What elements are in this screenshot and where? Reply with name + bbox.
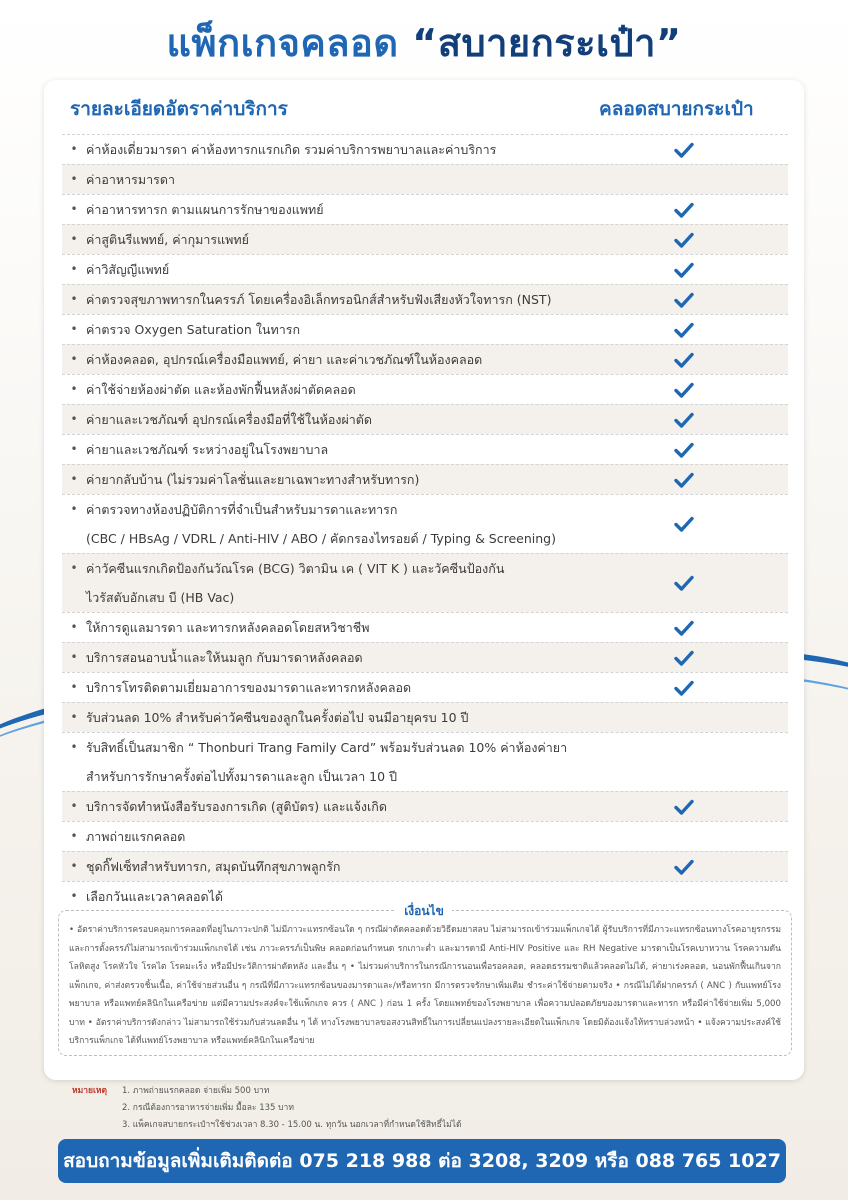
check-icon	[674, 574, 694, 592]
service-description	[86, 822, 788, 851]
service-row	[62, 851, 788, 881]
service-line: รับส่วนลด 10% สำหรับค่าวัคซีนของลูกในครั้งต่อไป จนมีอายุครบ 10 ปี	[86, 710, 469, 725]
service-row	[62, 314, 788, 344]
service-line: ค่าใช้จ่ายห้องผ่าตัด และห้องพักฟื้นหลังผ่าตัดคลอด	[86, 382, 356, 397]
service-line: เลือกวันและเวลาคลอดได้	[86, 889, 224, 904]
service-row	[62, 791, 788, 821]
service-row	[62, 702, 788, 732]
conditions-title: เงื่อนไข	[396, 904, 452, 918]
bullet-icon: •	[70, 829, 78, 843]
service-row	[62, 374, 788, 404]
service-line: บริการโทรติดตามเยี่ยมอาการของมารดาและทารกหลังคลอด	[86, 680, 412, 695]
service-line: ค่ายาและเวชภัณฑ์ อุปกรณ์เครื่องมือที่ใช้ในห้องผ่าตัด	[86, 412, 373, 427]
remark-item: 3. แพ็คเกจสบายกระเป๋าฯใช้ช่วงเวลา 8.30 - 15.00 น. ทุกวัน นอกเวลาที่กำหนดใช้สิทธิ์ไม่ได้	[122, 1120, 462, 1130]
service-row	[62, 464, 788, 494]
bullet-icon: •	[70, 262, 78, 276]
check-icon	[674, 619, 694, 637]
bullet-icon: •	[70, 322, 78, 336]
remark-item: 1. ภาพถ่ายแรกคลอด จ่ายเพิ่ม 500 บาท	[122, 1086, 270, 1096]
bullet-icon: •	[70, 352, 78, 366]
check-icon	[674, 858, 694, 876]
service-row	[62, 404, 788, 434]
bullet-icon: •	[70, 889, 78, 903]
conditions-text: • อัตราค่าบริการครอบคลุมการคลอดที่อยู่ในภาวะปกติ ไม่มีภาวะแทรกซ้อนใด ๆ กรณีผ่าตัดคลอดด้วยวิธีดมยาสลบ ไม่สามารถเข้าร่วมแพ็กเกจได้ ผู้รับบริการที่มีภาวะแทรกซ้อนทางโรคอายุรกรรม และการตั้งครรภ์ไม่สามารถเข้าร่วมแพ็กเกจได้ เช่น ภาวะครรภ์เป็นพิษ คลอดก่อนกำหนด รกเกาะต่ำ และมารดามี Anti-HIV Positive และ RH Negative มารดาเป็นโรคเบาหวาน โรคความดันโลหิตสูง โรคหัวใจ โรคไต โรคมะเร็ง หรือมีประวัติการผ่าตัดหลัง และอื่น ๆ • ไม่รวมค่าบริการในกรณีการนอนเพื่อรอคลอด, คลอดธรรมชาติแล้วคลอดไม่ได้, ค่ายาเร่งคลอด, นอนพักฟื้นเกินจากแพ็กเกจ, ค่าส่งตรวจชิ้นเนื้อ, ค่าใช้จ่ายส่วนอื่น ๆ กรณีที่มีภาวะแทรกซ้อนของมารดาและ/หรือทารก มีการตรวจรักษาเพิ่มเติม ชำระค่าใช้จ่ายตามจริง • กรณีไม่ได้ฝากครรภ์ ( ANC ) กับแพทย์โรงพยาบาล หรือแพทย์คลินิกในเครือข่าย แต่มีความประสงค์จะใช้แพ็กเกจ ควร ( ANC ) ก่อน 1 ครั้ง โดยแพทย์ของโรงพยาบาล เพื่อความปลอดภัยของมารดาและทารก หรือมีค่าใช้จ่ายเพิ่ม 5,000 บาท • อัตราค่าบริการดังกล่าว ไม่สามารถใช้ร่วมกับส่วนลดอื่น ๆ ได้ ทางโรงพยาบาลขอสงวนสิทธิ์ในการเปลี่ยนแปลงรายละเอียดในแพ็กเกจ โดยมิต้องแจ้งให้ทราบล่วงหน้า • แจ้งความประสงค์ใช้บริการแพ็กเกจ ได้ที่แพทย์โรงพยาบาล หรือแพทย์คลินิกในเครือข่าย	[69, 925, 781, 1046]
service-line: ค่าวิสัญญีแพทย์	[86, 262, 170, 277]
bullet-icon: •	[70, 859, 78, 873]
service-line: ค่าห้องเดี่ยวมารดา ค่าห้องทารกแรกเกิด รวมค่าบริการพยาบาลและค่าบริการ	[86, 142, 497, 157]
bullet-icon: •	[70, 442, 78, 456]
service-line: ค่าอาหารมารดา	[86, 172, 175, 187]
bullet-icon: •	[70, 650, 78, 664]
bullet-icon: •	[70, 799, 78, 813]
check-icon	[674, 381, 694, 399]
service-line: ค่ายากลับบ้าน (ไม่รวมค่าโลชั่นและยาเฉพาะทางสำหรับทารก)	[86, 472, 420, 487]
service-line: บริการจัดทำหนังสือรับรองการเกิด (สูติบัตร) และแจ้งเกิด	[86, 799, 387, 814]
bullet-icon: •	[70, 740, 78, 754]
service-line: ค่าตรวจสุขภาพทารกในครรภ์ โดยเครื่องอิเล็กทรอนิกส์สำหรับฟังเสียงหัวใจทารก (NST)	[86, 292, 552, 307]
remarks-label: หมายเหตุ	[72, 1086, 107, 1096]
service-line: บริการสอนอาบน้ำและให้นมลูก กับมารดาหลังคลอด	[86, 650, 363, 665]
service-line: ค่าตรวจ Oxygen Saturation ในทารก	[86, 322, 301, 337]
service-line: ค่าห้องคลอด, อุปกรณ์เครื่องมือแพทย์, ค่ายา และค่าเวชภัณฑ์ในห้องคลอด	[86, 352, 483, 367]
check-icon	[674, 679, 694, 697]
remark-item: 2. กรณีต้องการอาหารจ่ายเพิ่ม มื้อละ 135 บาท	[122, 1103, 294, 1113]
remarks-list	[122, 1083, 461, 1134]
bullet-icon: •	[70, 232, 78, 246]
bullet-icon: •	[70, 680, 78, 694]
service-line: สำหรับการรักษาครั้งต่อไปทั้งมารดาและลูก เป็นเวลา 10 ปี	[86, 769, 397, 784]
check-icon	[674, 649, 694, 667]
service-line: ค่าตรวจทางห้องปฏิบัติการที่จำเป็นสำหรับมารดาและทารก	[86, 502, 398, 517]
service-row	[62, 672, 788, 702]
details-column-header: รายละเอียดอัตราค่าบริการ	[70, 98, 288, 120]
package-details-card	[44, 80, 804, 1080]
check-icon	[674, 291, 694, 309]
check-icon	[674, 441, 694, 459]
service-row	[62, 553, 788, 612]
bullet-icon: •	[70, 382, 78, 396]
contact-text: สอบถามข้อมูลเพิ่มเติมติดต่อ 075 218 988 ต่อ 3208, 3209 หรือ 088 765 1027	[63, 1150, 781, 1172]
service-description	[86, 703, 788, 732]
conditions-box	[58, 910, 792, 1056]
service-row	[62, 164, 788, 194]
bullet-icon: •	[70, 142, 78, 156]
check-icon	[674, 351, 694, 369]
service-line: ภาพถ่ายแรกคลอด	[86, 829, 186, 844]
service-row	[62, 732, 788, 791]
bullet-icon: •	[70, 292, 78, 306]
bullet-icon: •	[70, 172, 78, 186]
bullet-icon: •	[70, 202, 78, 216]
service-description	[86, 733, 788, 791]
service-line: ให้การดูแลมารดา และทารกหลังคลอดโดยสหวิชาชีพ	[86, 620, 370, 635]
service-row	[62, 284, 788, 314]
service-line: ค่าอาหารทารก ตามแผนการรักษาของแพทย์	[86, 202, 324, 217]
bullet-icon: •	[70, 561, 78, 575]
service-line: รับสิทธิ์เป็นสมาชิก “ Thonburi Trang Family Card” พร้อมรับส่วนลด 10% ค่าห้องค่ายา	[86, 740, 568, 755]
service-row	[62, 642, 788, 672]
service-row	[62, 612, 788, 642]
service-row	[62, 434, 788, 464]
service-row	[62, 194, 788, 224]
check-icon	[674, 321, 694, 339]
check-icon	[674, 261, 694, 279]
check-icon	[674, 141, 694, 159]
service-row	[62, 344, 788, 374]
bullet-icon: •	[70, 620, 78, 634]
conditions-title-wrap	[44, 902, 804, 921]
service-row	[62, 134, 788, 164]
check-icon	[674, 515, 694, 533]
title-prefix: แพ็กเกจคลอด	[166, 21, 399, 65]
service-line: ค่าวัคซีนแรกเกิดป้องกันวัณโรค (BCG) วิตามิน เค ( VIT K ) และวัคซีนป้องกัน	[86, 561, 505, 576]
check-icon	[674, 471, 694, 489]
check-icon	[674, 411, 694, 429]
service-line: ชุดกิ๊ฟเซ็ทสำหรับทารก, สมุดบันทึกสุขภาพลูกรัก	[86, 859, 341, 874]
bullet-icon: •	[70, 412, 78, 426]
service-row	[62, 224, 788, 254]
check-icon	[674, 798, 694, 816]
bullet-icon: •	[70, 710, 78, 724]
page-title	[0, 12, 848, 73]
service-description	[86, 165, 788, 194]
service-line: ค่าสูตินรีแพทย์, ค่ากุมารแพทย์	[86, 232, 249, 247]
service-line: (CBC / HBsAg / VDRL / Anti-HIV / ABO / คัดกรองไทรอยด์ / Typing & Screening)	[86, 531, 556, 546]
bullet-icon: •	[70, 472, 78, 486]
service-list	[62, 134, 788, 911]
service-row	[62, 254, 788, 284]
service-row	[62, 494, 788, 553]
check-icon	[674, 231, 694, 249]
check-icon	[674, 201, 694, 219]
contact-banner	[58, 1139, 786, 1183]
service-row	[62, 821, 788, 851]
title-package-name: “สบายกระเป๋า”	[412, 21, 682, 65]
package-column-header: คลอดสบายกระเป๋า	[599, 98, 754, 120]
service-line: ไวรัสตับอักเสบ บี (HB Vac)	[86, 590, 235, 605]
service-line: ค่ายาและเวชภัณฑ์ ระหว่างอยู่ในโรงพยาบาล	[86, 442, 329, 457]
bullet-icon: •	[70, 502, 78, 516]
